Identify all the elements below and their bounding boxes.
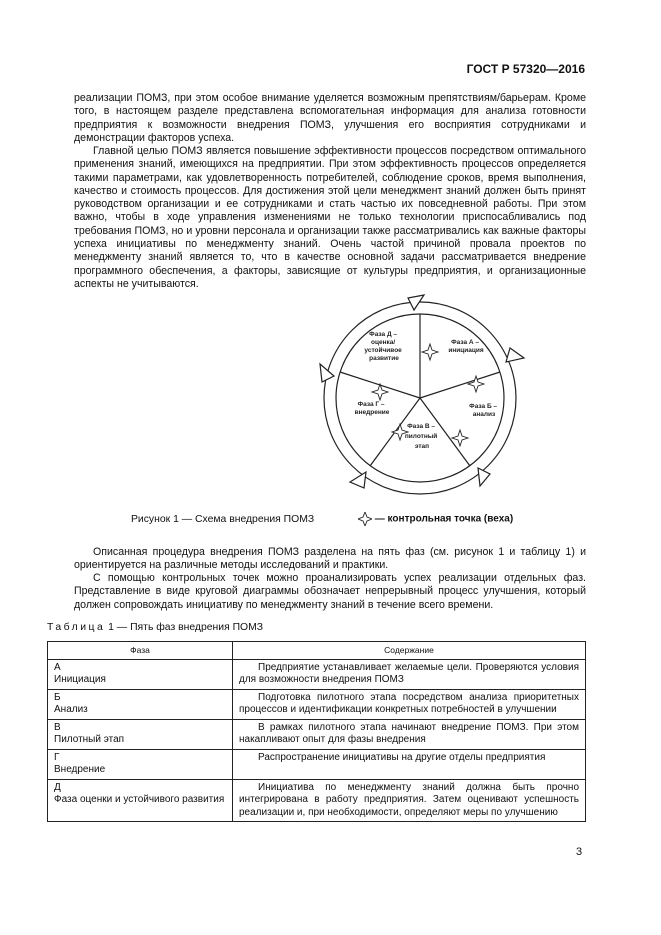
paragraph-intro xyxy=(74,92,586,145)
figure-legend xyxy=(358,512,513,526)
phase-letter: Б xyxy=(54,691,61,703)
paragraph-2-text: Главной целью ПОМЗ является повышение эффективности процессов посредством оптимального применения знаний, имеющихся на предприятии. При этом эффективность процессов определяется такими параметрами, как удовлетворенность потребителей, соблюдение сроков, время выполнения, качество и стоимость процессов. Для достижения этой цели менеджмент знаний должен быть принят руководством организации и ее сотрудниками и стать частью их повседневной работы. При этом важно, чтобы в ходе управления изменениями не только технологии приспосабливались под требования ПОМЗ, но и уровни персонала и организации также рассматривались как важные факторы успеха инициативы по менеджменту знаний. Очень частой причиной провала проектов по менеджменту знаний является то, что в качестве основной задачи рассматривается внедрение программного обеспечения, а факторы, зависящие от культуры предприятия, и организационные аспекты не учитываются. xyxy=(74,145,586,290)
phase-letter: А xyxy=(54,661,61,673)
phase-cell xyxy=(48,749,233,779)
phase-a-label: Фаза А – инициация xyxy=(448,339,484,354)
paragraph-3-text: Описанная процедура внедрения ПОМЗ разделена на пять фаз (см. рисунок 1 и таблицу 1) и ориентируется на различные методы исследований и практики. xyxy=(74,546,586,572)
phase-v-label: Фаза В – пилотный этап xyxy=(404,423,438,450)
milestone-icon xyxy=(422,344,438,360)
table-row xyxy=(48,779,586,822)
table-row xyxy=(48,749,586,779)
phase-letter: В xyxy=(54,721,61,733)
phase-name: Пилотный этап xyxy=(54,734,125,745)
phases-table xyxy=(47,641,586,822)
phase-cell xyxy=(48,659,233,689)
paragraph-procedure xyxy=(74,546,586,573)
content-cell xyxy=(233,779,586,822)
table-row xyxy=(48,689,586,719)
paragraph-4-text: С помощью контрольных точек можно проанализировать успех реализации отдельных фаз. Представление в виде круговой диаграммы обозначает непрерывный процесс улучшения, который должен сопровождать инициативу по менеджменту знаний в течение всего времени. xyxy=(74,572,586,611)
content-text: Распространение инициативы на другие отделы предприятия xyxy=(258,751,546,763)
table-title-text: 1 — Пять фаз внедрения ПОМЗ xyxy=(108,622,264,633)
phase-cycle-diagram xyxy=(300,292,540,502)
content-cell xyxy=(233,689,586,719)
legend-text: — контрольная точка (веха) xyxy=(374,513,514,525)
milestone-icon xyxy=(452,430,468,446)
phase-name: Внедрение xyxy=(54,764,106,775)
phase-letter: Д xyxy=(54,781,61,793)
content-text: Подготовка пилотного этапа посредством анализа приоритетных процессов и идентификации конкретных потребностей в улучшении xyxy=(239,691,579,715)
content-text: Предприятие устанавливает желаемые цели. Проверяются условия для возможности внедрения ПОМЗ xyxy=(239,661,579,685)
content-cell xyxy=(233,719,586,749)
page-number: 3 xyxy=(576,846,583,858)
content-text: Инициатива по менеджменту знаний должна быть прочно интегрирована в работу предприятия. Затем оценивают успешность реализации и, при необходимости, определяют меры по улучшению xyxy=(239,781,579,818)
phase-name: Фаза оценки и устойчивого развития xyxy=(54,794,225,805)
phase-b-label: Фаза Б – анализ xyxy=(469,403,498,418)
table-row xyxy=(48,659,586,689)
phase-letter: Г xyxy=(54,751,60,763)
content-text: В рамках пилотного этапа начинают внедрение ПОМЗ. При этом накапливают опыт для фазы внедрения xyxy=(239,721,579,745)
phase-d-label: Фаза Д – оценка/ устойчивое развитие xyxy=(364,331,402,362)
table-header-row xyxy=(48,642,586,660)
milestone-star-icon xyxy=(358,512,372,526)
table-header-phase: Фаза xyxy=(48,642,233,660)
phase-cell xyxy=(48,689,233,719)
paragraph-1-text: реализации ПОМЗ, при этом особое внимание уделяется возможным препятствиям/барьерам. Кроме того, в настоящем разделе представлена вспомогательная информация для анализа готовности предприятия к возможности внедрения ПОМЗ, улучшения его восприятия сотрудниками и демонстрации факторов успеха. xyxy=(74,92,586,144)
paragraph-main-goal xyxy=(74,145,586,291)
document-standard-id: ГОСТ Р 57320—2016 xyxy=(466,62,585,76)
figure-caption: Рисунок 1 — Схема внедрения ПОМЗ xyxy=(131,514,315,525)
content-cell xyxy=(233,749,586,779)
phase-name: Инициация xyxy=(54,674,106,685)
phase-cell xyxy=(48,719,233,749)
table-title-label: Таблица xyxy=(47,622,106,633)
phase-g-label: Фаза Г – внедрение xyxy=(354,401,390,416)
paragraph-checkpoints xyxy=(74,572,586,612)
table-header-content: Содержание xyxy=(233,642,586,660)
phase-cell xyxy=(48,779,233,822)
content-cell xyxy=(233,659,586,689)
phase-name: Анализ xyxy=(54,704,88,715)
table-row xyxy=(48,719,586,749)
table-title xyxy=(47,622,263,633)
